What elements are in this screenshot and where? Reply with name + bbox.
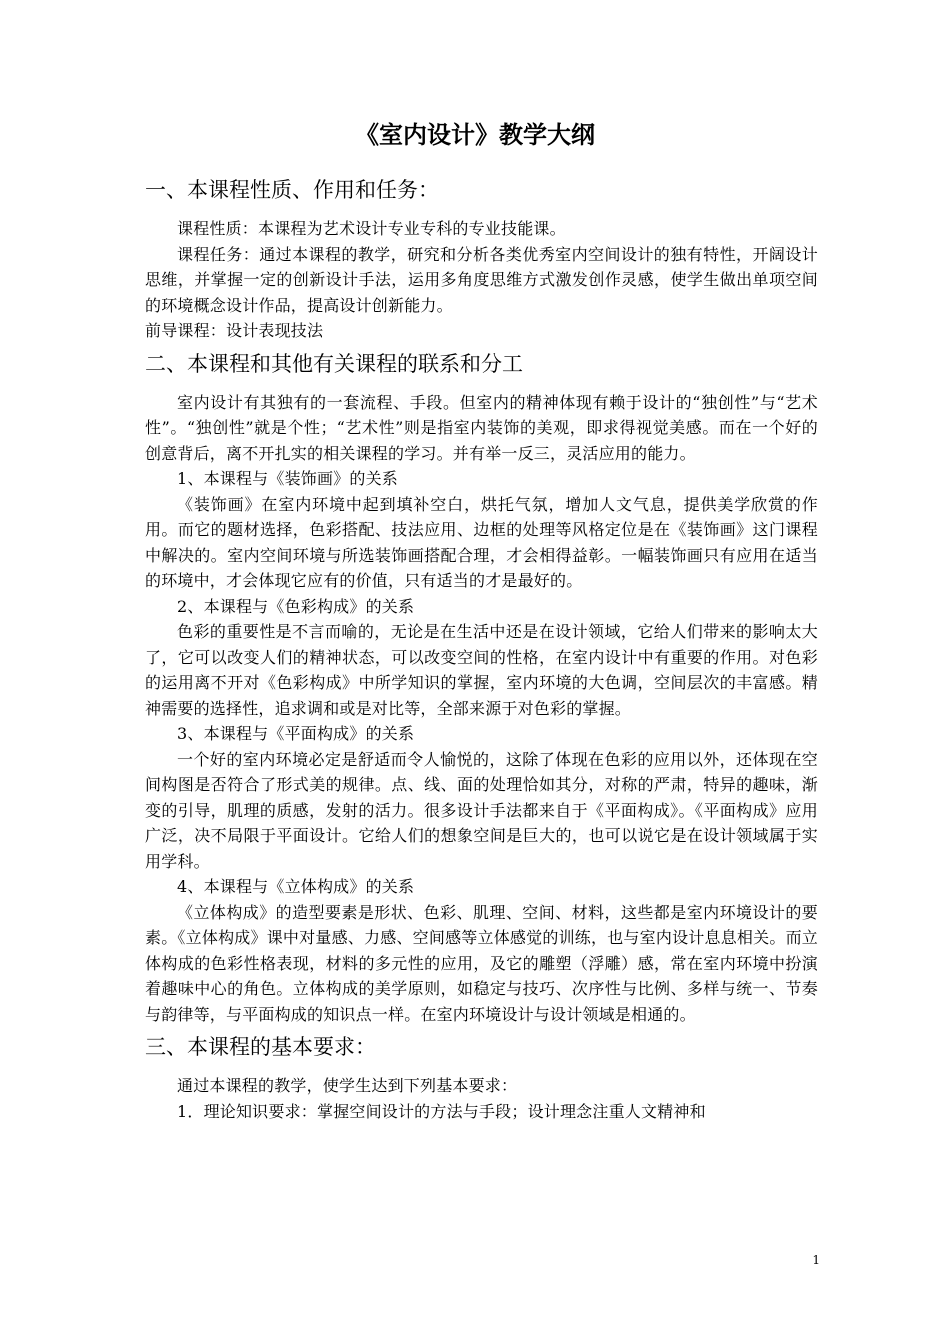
3d-composition-paragraph: 《立体构成》的造型要素是形状、色彩、肌理、空间、材料，这些都是室内环境设计的要素。《立体构成》课中对量感、力感、空间感等立体感觉的训练，也与室内设计息息相关。而立体构成的色彩性格表现，材料的多元性的应用，及它的雕塑（浮雕）感，常在室内环境中扮演着趣味中心的角色。立体构成的美学原则，如稳定与技巧、次序性与比例、多样与统一、节奏与韵律等，与平面构成的知识点一样。在室内环境设计与设计领域是相通的。 (145, 902, 818, 1024)
course-nature-paragraph: 课程性质：本课程为艺术设计专业专科的专业技能课。 (177, 219, 566, 238)
requirement-item-1: 1．理论知识要求：掌握空间设计的方法与手段；设计理念注重人文精神和 (177, 1101, 706, 1121)
document-body (145, 174, 818, 1124)
subheading-plane-composition: 3、本课程与《平面构成》的关系 (177, 724, 415, 743)
section-heading-nature: 一、本课程性质、作用和任务： (145, 178, 439, 202)
color-composition-paragraph: 色彩的重要性是不言而喻的，无论是在生活中还是在设计领域，它给人们带来的影响太大了，它可以改变人们的精神状态，可以改变空间的性格，在室内设计中有重要的作用。对色彩的运用离不开对《色彩构成》中所学知识的掌握，室内环境的大色调，空间层次的丰富感。精神需要的选择性，追求调和或是对比等，全部来源于对色彩的掌握。 (145, 622, 818, 718)
decorative-painting-paragraph: 《装饰画》在室内环境中起到填补空白，烘托气氛，增加人文气息，提供美学欣赏的作用。而它的题材选择，色彩搭配、技法应用、边框的处理等风格定位是在《装饰画》这门课程中解决的。室内空间环境与所选装饰画搭配合理，才会相得益彰。一幅装饰画只有应用在适当的环境中，才会体现它应有的价值，只有适当的才是最好的。 (145, 494, 818, 590)
course-task-paragraph: 课程任务：通过本课程的教学，研究和分析各类优秀室内空间设计的独有特性，开阔设计思维，并掌握一定的创新设计手法，运用多角度思维方式激发创作灵感，使学生做出单项空间的环境概念设计作品，提高设计创新能力。 (145, 244, 818, 315)
page-number: 1 (812, 1253, 820, 1267)
section-heading-requirements: 三、本课程的基本要求： (145, 1035, 376, 1059)
subheading-decorative-painting: 1、本课程与《装饰画》的关系 (177, 469, 398, 488)
subheading-color-composition: 2、本课程与《色彩构成》的关系 (177, 596, 415, 616)
plane-composition-paragraph: 一个好的室内环境必定是舒适而令人愉悦的，这除了体现在色彩的应用以外，还体现在空间构图是否符合了形式美的规律。点、线、面的处理恰如其分，对称的严肃，特异的趣味，渐变的引导，肌理的质感，发射的活力。很多设计手法都来自于《平面构成》。《平面构成》应用广泛，决不局限于平面设计。它给人们的想象空间是巨大的，也可以说它是在设计领域属于实用学科。 (145, 749, 818, 871)
document-title: 《室内设计》教学大纲 (355, 120, 595, 149)
requirements-intro-paragraph: 通过本课程的教学，使学生达到下列基本要求： (177, 1076, 518, 1095)
section-heading-relations: 二、本课程和其他有关课程的联系和分工 (145, 351, 523, 376)
prerequisite-paragraph: 前导课程：设计表现技法 (145, 321, 324, 340)
relations-intro-paragraph: 室内设计有其独有的一套流程、手段。但室内的精神体现有赖于设计的“独创性”与“艺术性”。“独创性”就是个性；“艺术性”则是指室内装饰的美观，即求得视觉美感。而在一个好的创意背后，离不开扎实的相关课程的学习。并有举一反三，灵活应用的能力。 (145, 392, 818, 463)
subheading-3d-composition: 4、本课程与《立体构成》的关系 (177, 877, 415, 896)
